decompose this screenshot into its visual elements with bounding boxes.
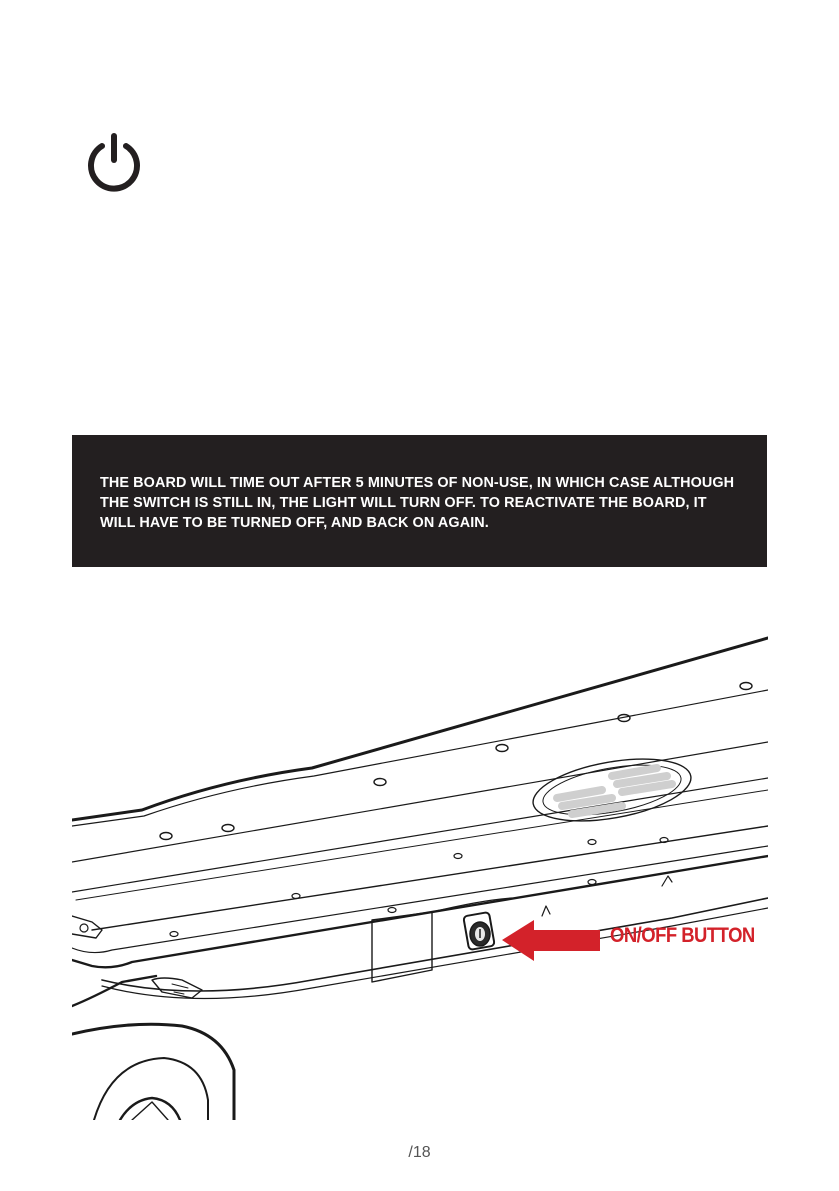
notice-box: [72, 435, 767, 567]
notice-text: THE BOARD WILL TIME OUT AFTER 5 MINUTES OF NON-USE, IN WHICH CASE ALTHOUGH THE SWITCH IS STILL IN, THE LIGHT WILL TURN OFF. TO REACTIVATE THE BOARD, IT WILL HAVE TO BE TURNED OFF, AND BACK ON AGAIN.: [100, 475, 735, 531]
on-off-button-label: ON/OFF BUTTON: [610, 924, 755, 947]
arrow-right-icon: [502, 920, 600, 961]
page-number: /18: [408, 1144, 431, 1161]
board-illustration: [72, 630, 768, 1120]
power-icon: [86, 132, 142, 194]
